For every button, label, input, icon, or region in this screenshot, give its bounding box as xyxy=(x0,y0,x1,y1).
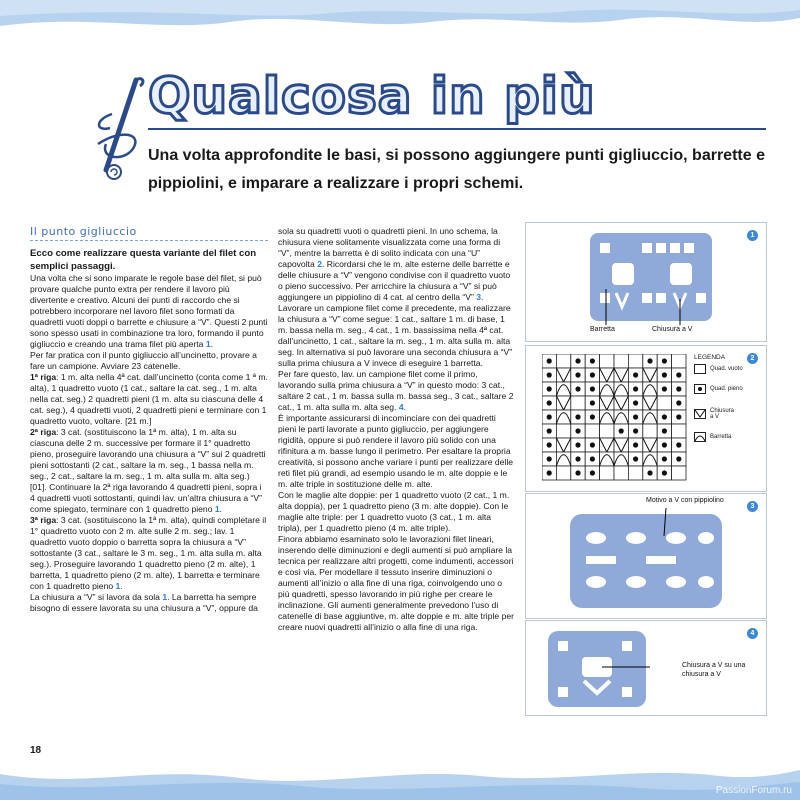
legend-item xyxy=(694,384,743,394)
chart-cell xyxy=(600,466,614,480)
figure-2-chart xyxy=(525,345,767,492)
filled-square-mark xyxy=(547,414,552,419)
filled-square-mark xyxy=(633,442,638,447)
figure-ref: 1 xyxy=(162,592,168,602)
filled-square-mark xyxy=(633,414,638,419)
figure-caption: Motivo a V con pippiolino xyxy=(646,497,724,504)
filled-square-mark xyxy=(547,428,552,433)
chart-cell xyxy=(643,452,657,466)
text-column-right xyxy=(278,226,514,633)
paragraph-text: . Ricordarsi che le m. alte esterne delle barrette e delle chiusure a “V” vengono condivise con il quadretto vuoto o pieno successivo. Per arricchire la chiusura a “V” si può aggiungere un pippiolino di 4 cat. al centro della “V” xyxy=(278,259,511,302)
page-number: 18 xyxy=(30,745,42,756)
chart-cell xyxy=(614,382,628,396)
chart-cell xyxy=(614,466,628,480)
filled-square-mark xyxy=(575,428,580,433)
legend-label: Quad. pieno xyxy=(710,386,743,392)
filled-square-mark xyxy=(662,442,667,447)
filled-square-mark xyxy=(575,414,580,419)
filled-square-mark xyxy=(547,358,552,363)
legend-item xyxy=(694,432,731,442)
figure-caption: Barretta xyxy=(590,326,615,333)
chart-cell xyxy=(614,438,628,452)
figure-number: 3 xyxy=(747,501,758,512)
crochet-swatch-image xyxy=(544,627,650,711)
chart-cell xyxy=(600,368,614,382)
filled-square-mark xyxy=(619,428,624,433)
filled-square-mark xyxy=(676,386,681,391)
filled-square-mark xyxy=(633,386,638,391)
legend-item xyxy=(694,364,743,374)
chart-cell xyxy=(614,452,628,466)
top-wave-decoration xyxy=(0,0,800,36)
chart-cell xyxy=(643,368,657,382)
filled-square-mark xyxy=(547,372,552,377)
chart-cell xyxy=(600,452,614,466)
filled-square-mark xyxy=(662,470,667,475)
filled-square-mark xyxy=(633,428,638,433)
row-instruction xyxy=(30,372,268,427)
filled-square-mark xyxy=(575,372,580,377)
chart-cell xyxy=(556,452,570,466)
section-heading: Il punto gigliuccio xyxy=(30,226,268,241)
chart-cell xyxy=(556,410,570,424)
figure-ref: 1 xyxy=(205,339,211,349)
chart-cell xyxy=(643,382,657,396)
paragraph: È importante assicurarsi di incominciare con dei quadretti pieni le parti lavorate a punto gigliuccio, per aggiungere rigidità, oppure si può rendere il lavoro più solido con una rifinitura a m. basse lungo il perimetro. Per esaltare la propria creatività, si possono anche variare i punti per realizzare delle reti filet più grandi, ad esempio usando le m. alte doppie e le m. alte triple in sostituzione delle m. alte. xyxy=(278,413,514,489)
paragraph: sola su quadretti vuoti o quadretti pieni. In uno schema, la chiusura viene solitamente visualizzata come una forma di “V”, mentre la barretta è di solito indicata con una “U” capovolta 2. Ricordarsi che le m. alte esterne delle barrette e delle chiusure a “V” vengono condivise con il quadretto vuoto o pieno successivo. Per arricchire la chiusura a “V” si può aggiungere un pippiolino di 4 cat. al centro della “V” 3. xyxy=(278,226,511,302)
row-label: 1ª riga xyxy=(30,372,57,382)
filled-square-mark xyxy=(676,442,681,447)
row-text: : 3 cat. (sostituiscono la 1ª m. alta), quindi completare il 1° quadretto vuoto con 2 m. alte sulle 2 m. seg.; lav. 1 quadretto vuoto doppio o barretta sopra la chiusura a “V” sottostante (3 cat., saltare le 3 m. seg., 1 m. alta sulla m. alta seg.). Proseguire lavorando 1 quadretto pieno (2 m. alte), 1 barretta, 1 quadretto pieno (2 m. alte), 1 barretta e terminare con 1 quadretto pieno xyxy=(30,515,267,591)
filled-square-mark xyxy=(590,358,595,363)
filled-square-mark xyxy=(662,414,667,419)
figure-number: 1 xyxy=(747,230,758,241)
chart-cell xyxy=(600,396,614,410)
filled-square-icon xyxy=(694,384,706,394)
filled-square-mark xyxy=(647,470,652,475)
chart-cell xyxy=(643,410,657,424)
paragraph: Per fare questo, lav. un campione filet come il primo, lavorando sulla prima chiusura a “V” in questo modo: 3 cat., saltare 2 cat., 1 m. bassa sulla m. bassa seg., 3 cat., saltare 2 cat., 1 m. alta sulla m. alta seg. 4. xyxy=(278,369,514,412)
filled-square-mark xyxy=(590,456,595,461)
paragraph-text: . La barretta ha sempre bisogno di essere lavorata su una chiusura a “V”, oppure da xyxy=(30,592,258,613)
filled-square-mark xyxy=(662,386,667,391)
chart-cell xyxy=(585,424,599,438)
filled-square-mark xyxy=(547,456,552,461)
chart-cell xyxy=(614,396,628,410)
filled-square-mark xyxy=(676,456,681,461)
filled-square-mark xyxy=(662,372,667,377)
filled-square-mark xyxy=(547,470,552,475)
chart-cell xyxy=(556,424,570,438)
filled-square-mark xyxy=(676,400,681,405)
row-text: : 1 m. alta nella 4ª cat. dall’uncinetto (conta come 1 ª m. alta), 1 quadretto vuoto (1 cat., saltare la cat. seg., 1 m. alta nella cat. seg.) 2 quadretti pieni (1 m. alta su ciascuna delle 4 cat. seg.), 4 quadretti vuoti, 2 quadretti pieni e terminare con 1 quadretto vuoto, voltare. [21 m.] xyxy=(30,372,268,426)
filled-square-mark xyxy=(676,414,681,419)
row-instruction: 3ª riga: 3 cat. (sostituiscono la 1ª m. alta), quindi completare il 1° quadretto vuoto con 2 m. alte sulle 2 m. seg.; lav. 1 quadretto vuoto doppio o barretta sopra la chiusura a “V” sottostante (3 cat., saltare le 3 m. seg., 1 m. alta sulla m. alta seg.). Proseguire lavorando 1 quadretto pieno (2 m. alte), 1 barretta, 1 quadretto pieno (2 m. alte), 1 barretta e terminare con 1 quadretto pieno 1. xyxy=(30,515,267,591)
crochet-swatch-image xyxy=(586,229,716,325)
chart-cell xyxy=(556,368,570,382)
chart-cell xyxy=(556,466,570,480)
filled-square-mark xyxy=(676,372,681,377)
legend-title: LEGENDA xyxy=(694,354,726,361)
paragraph: Finora abbiamo esaminato solo le lavorazioni filet lineari, inserendo delle diminuzioni e degli aumenti si può ampliare la tecnica per realizzare altri progetti, come indumenti, accessori e così via. Per modellare il tessuto inserire diminuzioni o aumenti all’inizio o alla fine di una riga, coinvolgendo uno o più quadretti, spesso lavorando in più righe per creare le inclinazione. Gli aumenti generalmente prevedono l’uso di catenelle di base aggiuntive, m. alte doppie e m. alte triple per creare nuovi quadretti all’inizio o alla fine di una riga. xyxy=(278,534,514,632)
paragraph: Lavorare un campione filet come il precedente, ma realizzare la chiusura a “V” come segue: 1 cat., saltare 1 m. di base, 1 m. bassa nella m. seg., 4 cat., 1 m. bassissima nella 4ª cat. dall’uncinetto, 1 cat., saltare la m. seg., 1 m. alta sulla m. alta seg. In alternativa si può lavorare una seconda chiusura a “V” sulla prima chiusura a V invece di eseguire 1 barretta. xyxy=(278,303,513,368)
crochet-swatch-image xyxy=(566,508,726,612)
filled-square-mark xyxy=(662,456,667,461)
filled-square-mark xyxy=(590,400,595,405)
filled-square-mark xyxy=(590,414,595,419)
chart-cell xyxy=(571,396,585,410)
chart-cell xyxy=(672,354,686,368)
filled-square-mark xyxy=(633,456,638,461)
chart-cell xyxy=(600,382,614,396)
chart-cell xyxy=(643,438,657,452)
paragraph: Con le maglie alte doppie: per 1 quadretto vuoto (2 cat., 1 m. alta doppia), per 1 quadretto pieno (3 m. alte doppie). Con le maglie alte triple: per 1 quadretto vuoto (3 cat., 1 m. alta tripla), per 1 quadretto pieno (4 m. alte triple). xyxy=(278,490,510,533)
filled-square-mark xyxy=(575,456,580,461)
figure-caption: Chiusura a V xyxy=(652,326,693,333)
chart-cell xyxy=(600,424,614,438)
paragraph-text: Per fare questo, lav. un campione filet come il primo, lavorando sulla prima chiusura a “V” in questo modo: 3 cat., saltare 2 cat., 1 m. bassa sulla m. bassa seg., 3 cat., saltare 2 cat., 1 m. alta sulla m. alta seg. xyxy=(278,369,514,412)
chart-cell xyxy=(643,424,657,438)
filled-square-mark xyxy=(575,358,580,363)
chart-cell xyxy=(556,396,570,410)
paragraph: Una volta che si sono imparate le regole base del filet, si può provare qualche punto extra per rendere il lavoro più divertente e creativo. Alcuni dei punti di raccordo che si potrebbero incorporare nel lavoro filet sono formati da quadretti vuoti doppi o barrette e chiusure a “V”. Questi 2 punti sono spesso usati in combinazione tra loro, formando il punto gigliuccio e creando una trama filet più aperta 1. xyxy=(30,273,268,349)
chart-cell xyxy=(628,354,642,368)
figure-1-swatch xyxy=(525,222,767,342)
filled-square-mark xyxy=(662,358,667,363)
filled-square-mark xyxy=(590,470,595,475)
filled-square-mark xyxy=(662,428,667,433)
row-text: : 3 cat. (sostituiscono la 1ª m. alta), 1 m. alta su ciascuna delle 2 m. successive per formare il 1° quadretto pieno, proseguire lavorando una chiusura a “V” sui 2 quadretti pieni sottostanti (2 cat., saltare la m. seg., 1 bassa nella m. seg., 2 cat., saltare la m. seg., 1 m. alta sulla m. alta seg.) [01]. Continuare la 2ª riga lavorando 4 quadretti pieni, sopra i 4 quadretti vuoti sottostanti, quindi lav. un’altra chiusura a “V” come spiegato, terminare con 1 quadretto pieno xyxy=(30,427,266,514)
chart-cell xyxy=(628,466,642,480)
filled-square-mark xyxy=(590,372,595,377)
page-subtitle: Una volta approfondite le basi, si possono aggiungere punti gigliuccio, barrette e pippiolini, e imparare a realizzare i propri schemi. xyxy=(148,147,765,192)
paragraph: Per far pratica con il punto gigliuccio all’uncinetto, provare a fare un campione. Avviare 23 catenelle. xyxy=(30,350,257,371)
row-instruction: 2ª riga: 3 cat. (sostituiscono la 1ª m. alta), 1 m. alta su ciascuna delle 2 m. successive per formare il 1° quadretto pieno, proseguire lavorando una chiusura a “V” sui 2 quadretti pieni sottostanti (2 cat., saltare la m. seg., 1 bassa nella m. seg., 2 cat., saltare la m. seg., 1 m. alta sulla m. alta seg.) [01]. Continuare la 2ª riga lavorando 4 quadretti pieni, sopra i 4 quadretti vuoti sottostanti, quindi lav. un’altra chiusura a “V” come spiegato, terminare con 1 quadretto pieno 1. xyxy=(30,427,266,514)
filled-square-mark xyxy=(647,358,652,363)
paragraph xyxy=(30,592,268,614)
figure-4-swatch xyxy=(525,620,767,716)
legend-label: Barretta xyxy=(710,434,732,440)
page-title: Qualcosa in più xyxy=(148,67,596,125)
filet-chart-grid xyxy=(542,354,688,482)
chart-cell xyxy=(672,466,686,480)
legend-label: Quad. vuoto xyxy=(710,366,743,372)
figure-caption: Chiusura a V su una chiusura a V xyxy=(682,662,746,678)
crochet-hook-icon xyxy=(92,74,148,186)
figure-ref: 1 xyxy=(115,581,121,591)
filled-square-mark xyxy=(590,442,595,447)
section-lead: Ecco come realizzare questa variante del filet con semplici passaggi. xyxy=(30,248,257,272)
chart-cell xyxy=(672,424,686,438)
paragraph-text: Una volta che si sono imparate le regole base del filet, si può provare qualche punto extra per rendere il lavoro più divertente e creativo. Alcuni dei punti di raccordo che si potrebbero incorporare nel lavoro filet sono formati da quadretti vuoti doppi o barrette e chiusure a “V”. Questi 2 punti sono spesso usati in combinazione tra loro, formando il punto gigliuccio e creando una trama filet più aperta xyxy=(30,273,268,349)
chart-cell xyxy=(643,396,657,410)
filled-square-mark xyxy=(633,400,638,405)
filled-square-mark xyxy=(547,386,552,391)
figure-ref: 4 xyxy=(398,402,404,412)
filled-square-mark xyxy=(575,470,580,475)
chart-cell xyxy=(556,382,570,396)
chart-cell xyxy=(614,368,628,382)
filled-square-mark xyxy=(575,386,580,391)
chart-cell xyxy=(556,438,570,452)
empty-square-icon xyxy=(694,364,706,374)
figure-number: 2 xyxy=(747,353,758,364)
paragraph-text: sola su quadretti vuoti o quadretti pieni. In uno schema, la chiusura viene solitamente visualizzata come una forma di “V”, mentre la barretta è di solito indicata con una “U” capovolta xyxy=(278,226,501,269)
figure-ref: 2 xyxy=(317,259,322,269)
figure-ref: 3 xyxy=(476,292,482,302)
bottom-wave-decoration xyxy=(0,760,800,800)
figure-number: 4 xyxy=(747,628,758,639)
filled-square-mark xyxy=(575,442,580,447)
chart-cell xyxy=(614,354,628,368)
figure-ref: 1 xyxy=(214,504,220,514)
chart-cell xyxy=(600,410,614,424)
chart-cell xyxy=(614,410,628,424)
chart-cell xyxy=(600,354,614,368)
figure-3-swatch xyxy=(525,493,767,619)
watermark: PassionForum.ru xyxy=(715,785,792,796)
row-label: 3ª riga xyxy=(30,515,57,525)
v-stitch-icon xyxy=(694,409,706,419)
paragraph-text: La chiusura a “V” si lavora da sola xyxy=(30,592,160,602)
chart-cell xyxy=(600,438,614,452)
bar-stitch-icon xyxy=(694,432,706,442)
chart-cell xyxy=(657,396,671,410)
text-column-left xyxy=(30,226,268,614)
legend-item xyxy=(694,408,736,420)
title-underline xyxy=(148,128,766,130)
filled-square-mark xyxy=(590,386,595,391)
legend-label: Chiusura a V xyxy=(710,408,735,420)
filled-square-mark xyxy=(547,400,552,405)
chart-cell xyxy=(556,354,570,368)
row-label: 2ª riga xyxy=(30,427,57,437)
filled-square-mark xyxy=(633,372,638,377)
filled-square-mark xyxy=(547,442,552,447)
